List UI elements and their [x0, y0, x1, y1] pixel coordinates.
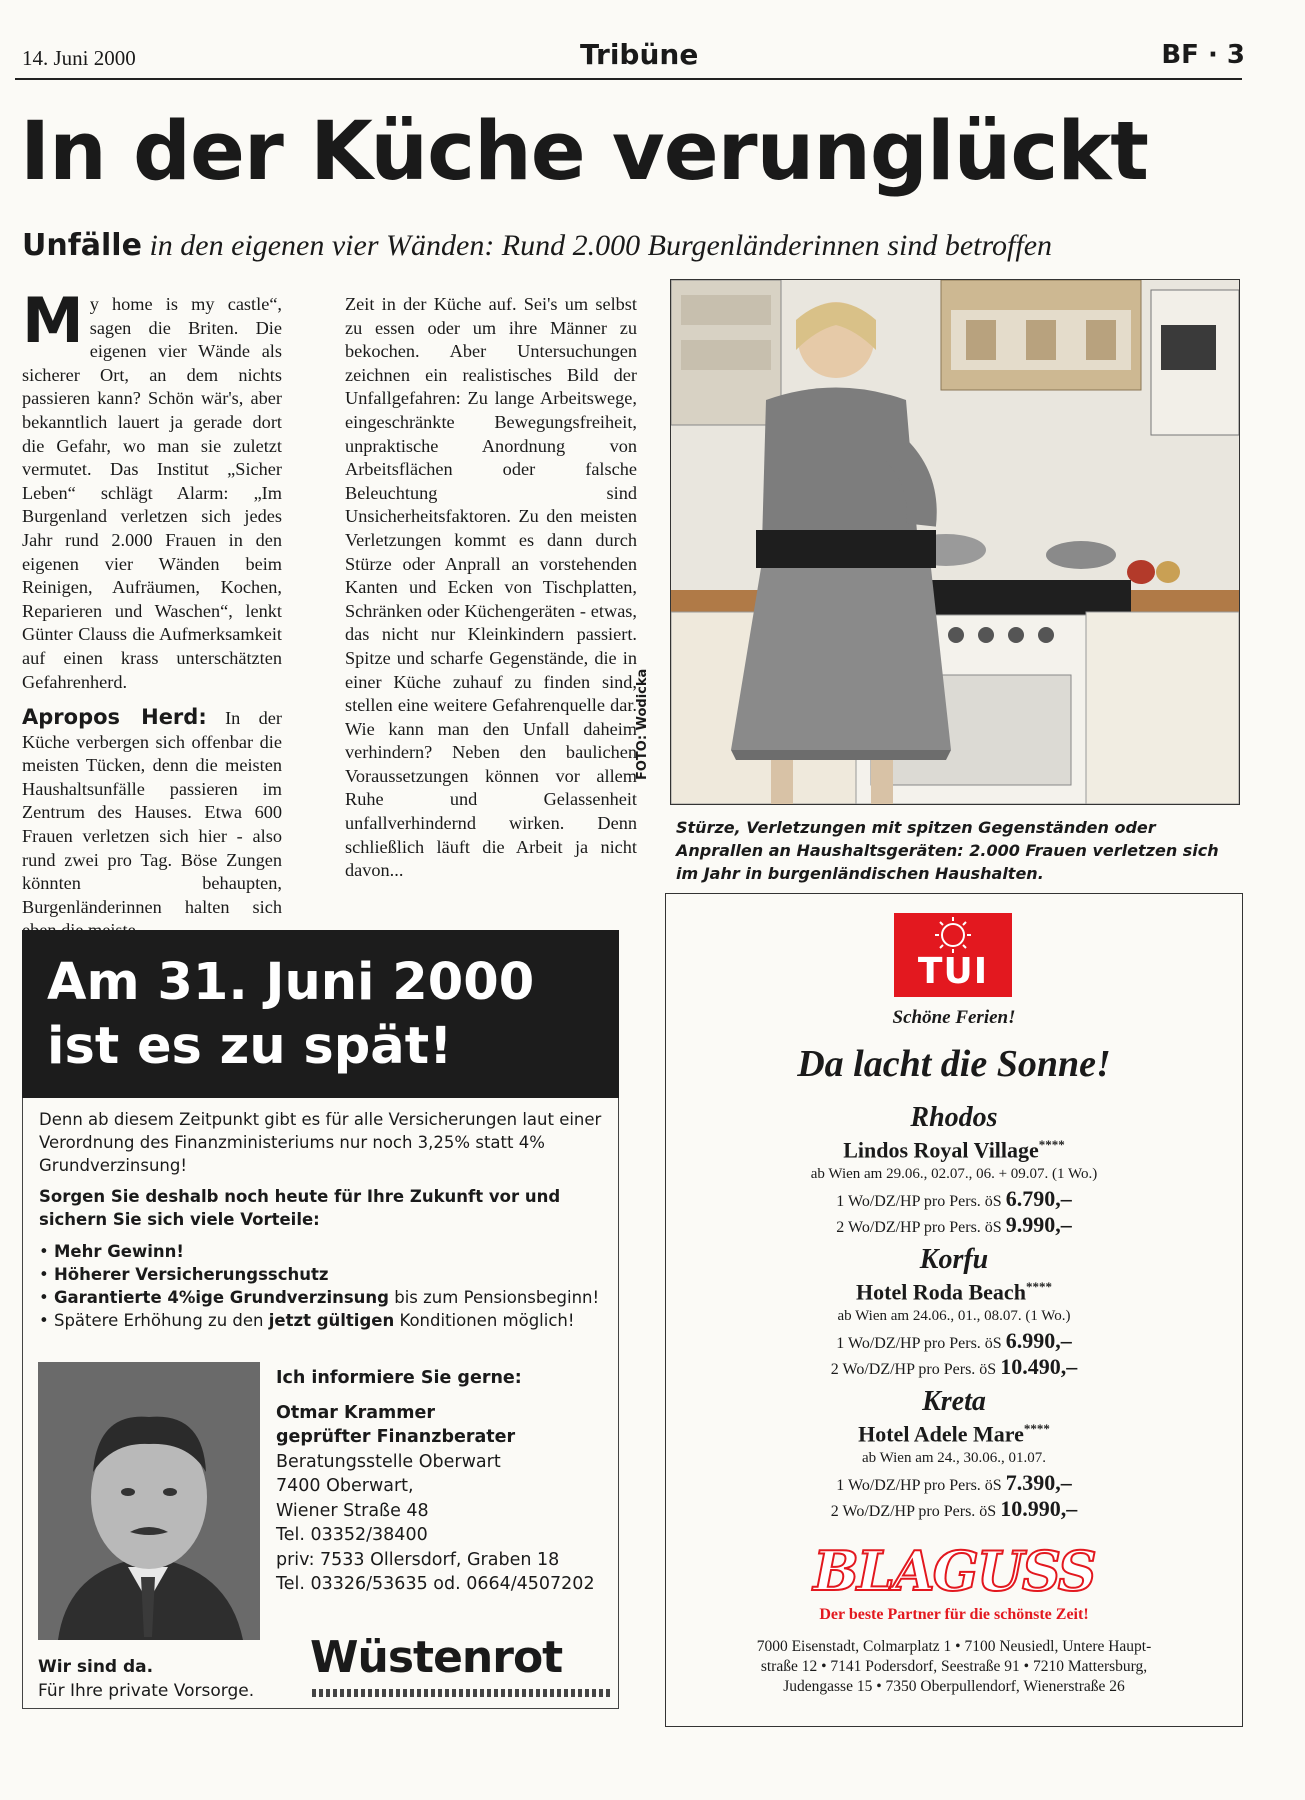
- ad-intro: Denn ab diesem Zeitpunkt gibt es für alle Versicherungen laut einer Verordnung des Finanzministeriums nur noch 3,25% statt 4% Grundverzinsung!: [39, 1110, 602, 1175]
- offer-price-1: 1 Wo/DZ/HP pro Pers. öS 6.790,–: [836, 1186, 1072, 1211]
- paragraph-subhead: Apropos Herd:: [22, 705, 207, 730]
- offer-region: Korfu: [919, 1244, 989, 1275]
- column-1-paragraph-2: In der Küche verbergen sich offenbar die meisten Tücken, denn die meisten Haushaltsunfälle passieren im Zentrum des Hauses. Etwa 600 Frauen verletzen sich hier - also rund zwei pro Tag. Böse Zungen könnten behaupten, Burgenländerinnen halten sich: [22, 708, 282, 917]
- article-headline: In der Küche verunglückt: [20, 105, 1148, 199]
- offer-hotel: Hotel Adele Mare****: [858, 1421, 1050, 1447]
- offer-hotel: Hotel Roda Beach****: [856, 1279, 1052, 1305]
- advisor-phone-2: Tel. 03326/53635 od. 0664/4507202: [276, 1574, 595, 1594]
- wuestenrot-logo: Wüstenrot: [310, 1632, 563, 1683]
- ad-headline-banner: [22, 930, 619, 1098]
- column-2-paragraph: Zeit in der Küche auf. Sei's um selbst zu essen oder um ihre Männer zu bekochen. Aber Untersuchungen zeichnen ein realistisches Bild der Unfallgefahren: Zu lange Arbeitswege, eingeschränkte Bewegungsfreiheit, unpraktische Anordnung von Arbeitsflächen oder falsche Beleuchtung sind Unsicherheitsfaktoren. Zu den meisten Verletzungen kommt es dann durch Stürze oder Anprall an vorstehenden Kanten und Ecken von Tischplatten, Schränken oder Küchengeräten - etwas, das nicht nur Kleinkindern passiert. Spitze und scharfe Gegenstände, die in einer Küche zuhauf zu finden sind, stellen eine weitere Gefahrenquelle dar. Wie kann man den Unfall daheim verhindern? Neben den baulichen Voraussetzungen können vor allem Ruhe und Gelassenheit unfallverhindernd wirken. Denn schließlich läuft die Arbeit ja nicht davon...: [345, 294, 637, 881]
- benefit-item: • Garantierte 4%ige Grundverzinsung bis zum Pensionsbeginn!: [39, 1286, 604, 1309]
- advisor-portrait: [38, 1362, 260, 1640]
- ad-benefit-list: [39, 1240, 604, 1332]
- offer-price-2: 2 Wo/DZ/HP pro Pers. öS 10.990,–: [830, 1496, 1078, 1521]
- issue-date: 14. Juni 2000: [22, 46, 136, 70]
- offer-price-1: 1 Wo/DZ/HP pro Pers. öS 7.390,–: [836, 1470, 1072, 1495]
- page-number: BF · 3: [1161, 40, 1245, 70]
- drop-cap: M: [22, 284, 84, 357]
- offer-region: Rhodos: [910, 1102, 998, 1133]
- advisor-contact: [276, 1366, 595, 1597]
- offer-price-2: 2 Wo/DZ/HP pro Pers. öS 10.490,–: [830, 1354, 1078, 1379]
- offer-region: Kreta: [922, 1386, 986, 1417]
- travel-advertisement: [665, 893, 1243, 1727]
- ad-headline-line-1: Am 31. Juni 2000: [47, 953, 535, 1012]
- benefit-item: • Spätere Erhöhung zu den jetzt gültigen Konditionen möglich!: [39, 1309, 604, 1332]
- ad-slogan: [38, 1655, 254, 1703]
- tui-tagline: Schöne Ferien!: [892, 1007, 1016, 1028]
- advisor-private-address: priv: 7533 Ollersdorf, Graben 18: [276, 1549, 560, 1570]
- kitchen-photo: [670, 279, 1240, 805]
- offer-hotel: Lindos Royal Village****: [843, 1137, 1065, 1163]
- advisor-city: 7400 Oberwart,: [276, 1476, 414, 1496]
- blaguss-slogan: Der beste Partner für die schönste Zeit!: [819, 1606, 1089, 1623]
- advisor-phone: Tel. 03352/38400: [276, 1525, 428, 1545]
- advisor-name: Otmar Krammer: [276, 1402, 435, 1423]
- subheadline-rest: in den eigenen vier Wänden: Rund 2.000 Burgenländerinnen sind betroffen: [141, 229, 1053, 262]
- benefit-item: • Mehr Gewinn!: [39, 1240, 604, 1263]
- slogan-bold: Wir sind da.: [38, 1657, 154, 1677]
- advisor-portrait-illustration: [38, 1362, 260, 1640]
- slogan-text: Für Ihre private Vorsorge.: [38, 1681, 255, 1701]
- offer-price-1: 1 Wo/DZ/HP pro Pers. öS 6.990,–: [836, 1328, 1072, 1353]
- logo-decoration-line: [312, 1689, 612, 1697]
- benefit-item: • Höherer Versicherungsschutz: [39, 1263, 604, 1286]
- offer-price-2: 2 Wo/DZ/HP pro Pers. öS 9.990,–: [836, 1212, 1072, 1237]
- address-line: Judengasse 15 • 7350 Oberpullendorf, Wienerstraße 26: [783, 1678, 1125, 1695]
- tui-logo: [894, 913, 1012, 997]
- article-column-1: [22, 284, 282, 943]
- offer-dates: ab Wien am 24., 30.06., 01.07.: [861, 1450, 1047, 1466]
- column-1-paragraph-1: y home is my castle“, sagen die Briten. Die eigenen vier Wände als sicherer Ort, an dem nichts passieren kann? Schön wär's, aber bekanntlich lauert ja gerade dort die Gefahr, wo man sie zuletzt vermutet. Das Institut „Sicher Leben“ schlägt Alarm: „Im Burgenland verletzen sich jedes Jahr rund 2.000 Frauen in den eigenen vier Wänden beim Reinigen, Aufräumen, Kochen, Reparieren und Waschen“, lenkt Günter Clauss die Aufmerksamkeit auf einen krass unterschätzten Gefahrenherd.: [22, 294, 282, 692]
- ad-headline-line-2: ist es zu spät!: [47, 1017, 453, 1076]
- photo-credit: FOTO: Wodicka: [635, 668, 650, 780]
- kitchen-scene-illustration: [671, 280, 1239, 804]
- header-rule: [15, 78, 1242, 80]
- travel-headline: Da lacht die Sonne!: [797, 1043, 1111, 1085]
- ad-call-to-action: Sorgen Sie deshalb noch heute für Ihre Zukunft vor und sichern Sie sich viele Vorteile:: [39, 1187, 561, 1229]
- contact-heading: Ich informiere Sie gerne:: [276, 1368, 522, 1388]
- article-column-2: [345, 293, 637, 883]
- tui-logo-text: TUI: [917, 951, 989, 992]
- newspaper-name: Tribüne: [580, 38, 699, 71]
- blaguss-logo: BLAGUSS: [813, 1539, 1095, 1603]
- advisor-street: Wiener Straße 48: [276, 1500, 429, 1521]
- photo-caption: Stürze, Verletzungen mit spitzen Gegenständen oder Anprallen an Haushaltsgeräten: 2.000 Frauen verletzen sich im Jahr in burgenländischen Haushalten.: [676, 818, 1219, 883]
- blaguss-addresses: [666, 1637, 1242, 1697]
- offer-dates: ab Wien am 24.06., 01., 08.07. (1 Wo.): [837, 1308, 1071, 1324]
- advisor-office: Beratungsstelle Oberwart: [276, 1451, 501, 1472]
- subheadline-lead: Unfälle: [22, 228, 142, 263]
- article-subheadline: [22, 228, 1052, 263]
- offer-dates: ab Wien am 29.06., 02.07., 06. + 09.07. (1 Wo.): [810, 1166, 1098, 1182]
- address-line: straße 12 • 7141 Podersdorf, Seestraße 91 • 7210 Mattersburg,: [760, 1658, 1148, 1675]
- advisor-role: geprüfter Finanzberater: [276, 1427, 516, 1447]
- ad-headline: [47, 951, 534, 1079]
- address-line: 7000 Eisenstadt, Colmarplatz 1 • 7100 Neusiedl, Untere Haupt-: [756, 1638, 1152, 1655]
